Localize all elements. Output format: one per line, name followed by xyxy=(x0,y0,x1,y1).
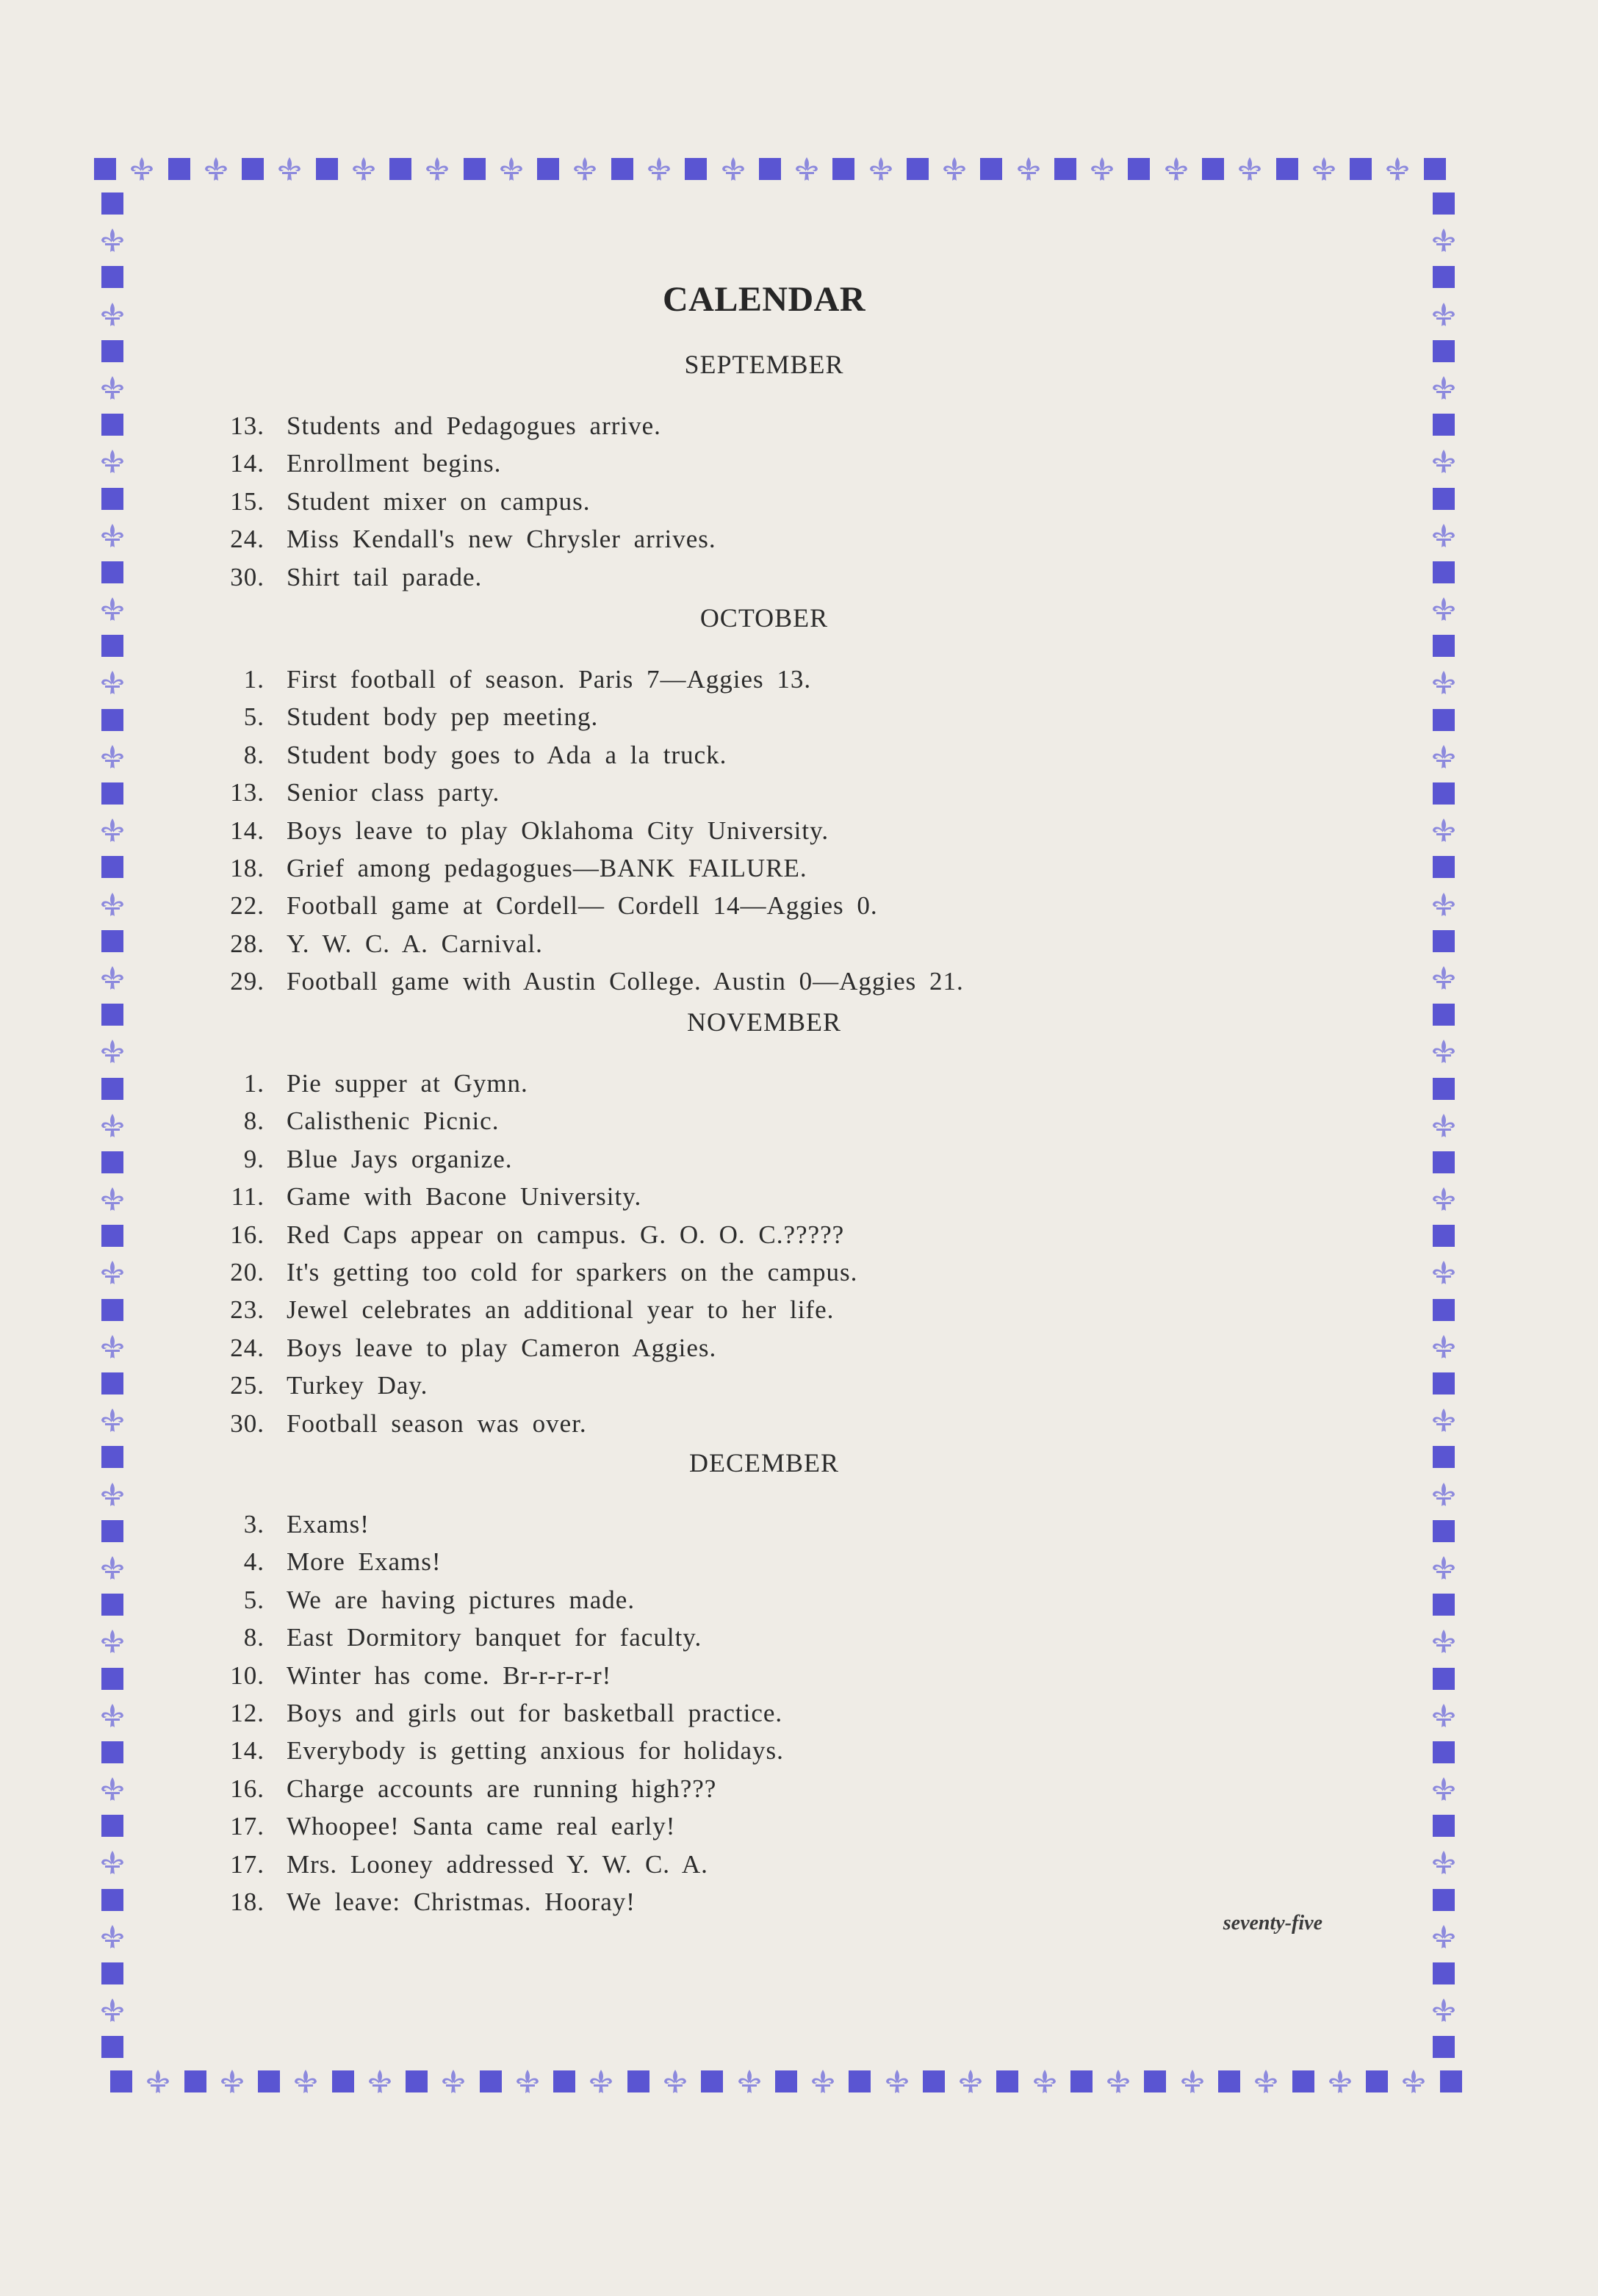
entry-text: Senior class party. xyxy=(287,778,500,807)
border-square xyxy=(1144,2070,1166,2092)
border-square xyxy=(1292,2070,1314,2092)
border-square xyxy=(996,2070,1018,2092)
border-square xyxy=(849,2070,871,2092)
fleur-de-lis-icon xyxy=(439,2067,468,2096)
entry-text: Mrs. Looney addressed Y. W. C. A. xyxy=(287,1849,708,1879)
fleur-de-lis-icon xyxy=(1429,1111,1458,1140)
fleur-de-lis-icon xyxy=(1309,154,1339,184)
entry-day: 18. xyxy=(230,854,264,882)
fleur-de-lis-icon xyxy=(98,1037,127,1066)
fleur-de-lis-icon xyxy=(217,2067,247,2096)
fleur-de-lis-icon xyxy=(98,1480,127,1509)
fleur-de-lis-icon xyxy=(98,1848,127,1877)
entry-day: 28. xyxy=(230,929,264,958)
fleur-de-lis-icon xyxy=(661,2067,690,2096)
border-square xyxy=(537,158,559,180)
border-square xyxy=(1366,2070,1388,2092)
entry-day: 14. xyxy=(230,816,264,845)
entry-day: 25. xyxy=(230,1371,264,1400)
border-square xyxy=(1433,930,1455,952)
calendar-entry xyxy=(206,665,1322,702)
fleur-de-lis-icon xyxy=(291,2067,320,2096)
fleur-de-lis-icon xyxy=(1429,1701,1458,1730)
fleur-de-lis-icon xyxy=(98,890,127,919)
calendar-entry xyxy=(206,854,1322,890)
calendar-entry xyxy=(206,816,1322,853)
entry-day: 12. xyxy=(230,1699,264,1727)
border-square xyxy=(101,561,123,583)
border-square xyxy=(101,192,123,215)
entry-text: It's getting too cold for sparkers on the campus. xyxy=(287,1258,858,1286)
border-square xyxy=(168,158,190,180)
border-square xyxy=(101,1668,123,1690)
entry-text: Boys and girls out for basketball practice. xyxy=(287,1699,783,1727)
entry-text: Winter has come. Br-r-r-r-r! xyxy=(287,1660,612,1690)
calendar-entry xyxy=(206,1586,1322,1622)
fleur-de-lis-icon xyxy=(1178,2067,1207,2096)
border-square xyxy=(101,782,123,805)
fleur-de-lis-icon xyxy=(792,154,821,184)
entry-day: 5. xyxy=(243,702,264,732)
entry-day: 20. xyxy=(230,1258,264,1286)
fleur-de-lis-icon xyxy=(1429,1406,1458,1435)
fleur-de-lis-icon xyxy=(513,2067,542,2096)
entry-day: 17. xyxy=(230,1849,264,1879)
border-square xyxy=(101,1594,123,1616)
fleur-de-lis-icon xyxy=(98,373,127,403)
calendar-entry xyxy=(206,1699,1322,1735)
calendar-entry xyxy=(206,563,1322,600)
fleur-de-lis-icon xyxy=(1383,154,1412,184)
fleur-de-lis-icon xyxy=(1429,226,1458,255)
border-square xyxy=(1276,158,1298,180)
fleur-de-lis-icon xyxy=(98,963,127,993)
border-square xyxy=(1433,1078,1455,1100)
entry-text: First football of season. Paris 7—Aggies 13. xyxy=(287,665,812,694)
border-square xyxy=(685,158,707,180)
entry-day: 8. xyxy=(243,1623,264,1652)
entry-text: Blue Jays organize. xyxy=(287,1144,513,1173)
border-square xyxy=(1433,1962,1455,1984)
entry-day: 5. xyxy=(243,1585,264,1614)
calendar-page xyxy=(206,279,1322,1954)
entry-day: 30. xyxy=(230,562,264,591)
border-square xyxy=(480,2070,502,2092)
entry-text: We are having pictures made. xyxy=(287,1585,636,1614)
border-square xyxy=(1433,856,1455,878)
fleur-de-lis-icon xyxy=(1429,890,1458,919)
border-square xyxy=(553,2070,575,2092)
fleur-de-lis-icon xyxy=(586,2067,616,2096)
calendar-entry xyxy=(206,449,1322,486)
calendar-entry xyxy=(206,891,1322,928)
fleur-de-lis-icon xyxy=(1429,963,1458,993)
fleur-de-lis-icon xyxy=(1429,373,1458,403)
border-square xyxy=(101,414,123,436)
fleur-de-lis-icon xyxy=(98,816,127,845)
border-square xyxy=(1433,709,1455,731)
entry-text: Whoopee! Santa came real early! xyxy=(287,1812,676,1841)
entry-day: 13. xyxy=(230,778,264,807)
entry-text: Grief among pedagogues—BANK FAILURE. xyxy=(287,854,807,882)
calendar-entry xyxy=(206,741,1322,777)
entry-day: 30. xyxy=(230,1408,264,1438)
fleur-de-lis-icon xyxy=(1429,594,1458,624)
fleur-de-lis-icon xyxy=(98,1332,127,1361)
border-square xyxy=(1433,782,1455,805)
entry-text: Calisthenic Picnic. xyxy=(287,1106,500,1136)
fleur-de-lis-icon xyxy=(719,154,748,184)
entry-text: Y. W. C. A. Carnival. xyxy=(287,929,543,958)
calendar-entry xyxy=(206,487,1322,524)
calendar-entry xyxy=(206,1069,1322,1106)
border-square xyxy=(184,2070,206,2092)
fleur-de-lis-icon xyxy=(98,1627,127,1656)
fleur-de-lis-icon xyxy=(1429,1627,1458,1656)
fleur-de-lis-icon xyxy=(1251,2067,1281,2096)
entry-day: 24. xyxy=(230,1333,264,1362)
border-square xyxy=(1433,192,1455,215)
entry-day: 1. xyxy=(243,1069,264,1098)
border-top xyxy=(94,151,1446,187)
month-heading: OCTOBER xyxy=(699,603,829,633)
calendar-entry xyxy=(206,1812,1322,1849)
border-square xyxy=(1440,2070,1462,2092)
entry-text: Everybody is getting anxious for holidays. xyxy=(287,1736,784,1766)
fleur-de-lis-icon xyxy=(98,1701,127,1730)
fleur-de-lis-icon xyxy=(735,2067,764,2096)
border-square xyxy=(1433,561,1455,583)
entry-day: 14. xyxy=(230,449,264,478)
entry-text: Miss Kendall's new Chrysler arrives. xyxy=(287,525,716,554)
fleur-de-lis-icon xyxy=(127,154,156,184)
border-square xyxy=(1070,2070,1093,2092)
border-square xyxy=(832,158,854,180)
entry-text: Red Caps appear on campus. G. O. O. C.????? xyxy=(287,1220,845,1249)
calendar-entry xyxy=(206,1774,1322,1811)
border-square xyxy=(627,2070,649,2092)
border-left xyxy=(94,192,131,2059)
calendar-entry xyxy=(206,1736,1322,1773)
fleur-de-lis-icon xyxy=(1429,668,1458,697)
entry-day: 23. xyxy=(230,1295,264,1325)
fleur-de-lis-icon xyxy=(98,447,127,476)
entry-day: 15. xyxy=(230,486,264,516)
border-square xyxy=(464,158,486,180)
fleur-de-lis-icon xyxy=(98,668,127,697)
border-square xyxy=(1433,635,1455,657)
fleur-de-lis-icon xyxy=(98,521,127,550)
entry-day: 10. xyxy=(230,1660,264,1690)
entry-text: Pie supper at Gymn. xyxy=(287,1069,528,1098)
border-square xyxy=(389,158,411,180)
calendar-entry xyxy=(206,1182,1322,1219)
entry-text: Shirt tail parade. xyxy=(287,562,483,591)
fleur-de-lis-icon xyxy=(98,1184,127,1214)
entry-text: Boys leave to play Cameron Aggies. xyxy=(287,1333,717,1362)
border-square xyxy=(759,158,781,180)
entry-day: 8. xyxy=(243,740,264,769)
entry-text: Students and Pedagogues arrive. xyxy=(287,411,661,440)
border-square xyxy=(1433,1741,1455,1763)
border-square xyxy=(101,709,123,731)
fleur-de-lis-icon xyxy=(1429,1553,1458,1583)
border-square xyxy=(101,1299,123,1321)
border-square xyxy=(1433,1299,1455,1321)
border-square xyxy=(101,856,123,878)
fleur-de-lis-icon xyxy=(365,2067,395,2096)
fleur-de-lis-icon xyxy=(98,300,127,329)
entry-text: Turkey Day. xyxy=(287,1371,428,1400)
calendar-entry xyxy=(206,1409,1322,1446)
border-square xyxy=(101,1815,123,1837)
border-square xyxy=(101,1889,123,1911)
fleur-de-lis-icon xyxy=(349,154,378,184)
border-square xyxy=(101,340,123,362)
fleur-de-lis-icon xyxy=(201,154,231,184)
border-square xyxy=(1433,1225,1455,1247)
entry-day: 8. xyxy=(243,1106,264,1136)
fleur-de-lis-icon xyxy=(1429,300,1458,329)
calendar-entry xyxy=(206,1510,1322,1547)
entry-text: Exams! xyxy=(287,1510,370,1539)
page-title: CALENDAR xyxy=(662,280,865,319)
border-square xyxy=(101,635,123,657)
fleur-de-lis-icon xyxy=(1429,521,1458,550)
page-number: seventy-five xyxy=(1223,1912,1322,1935)
border-square xyxy=(316,158,338,180)
entry-text: Football game with Austin College. Austin 0—Aggies 21. xyxy=(287,967,964,996)
fleur-de-lis-icon xyxy=(1104,2067,1133,2096)
border-square xyxy=(258,2070,280,2092)
entry-text: Game with Bacone University. xyxy=(287,1182,642,1212)
entry-text: Football game at Cordell— Cordell 14—Aggies 0. xyxy=(287,891,878,921)
fleur-de-lis-icon xyxy=(1429,1258,1458,1287)
calendar-entry xyxy=(206,1371,1322,1408)
border-square xyxy=(94,158,116,180)
fleur-de-lis-icon xyxy=(1429,1922,1458,1951)
calendar-entry xyxy=(206,411,1322,448)
entry-day: 16. xyxy=(230,1774,264,1803)
fleur-de-lis-icon xyxy=(1162,154,1191,184)
fleur-de-lis-icon xyxy=(497,154,526,184)
entry-day: 29. xyxy=(230,967,264,996)
entry-text: Student body goes to Ada a la truck. xyxy=(287,740,727,769)
calendar-entry xyxy=(206,1887,1322,1924)
border-square xyxy=(980,158,1002,180)
border-square xyxy=(101,2036,123,2058)
fleur-de-lis-icon xyxy=(98,1406,127,1435)
border-square xyxy=(1433,414,1455,436)
entry-day: 17. xyxy=(230,1812,264,1841)
border-square xyxy=(101,488,123,510)
border-bottom xyxy=(110,2063,1462,2100)
fleur-de-lis-icon xyxy=(1429,1774,1458,1804)
fleur-de-lis-icon xyxy=(143,2067,173,2096)
border-square xyxy=(1202,158,1224,180)
border-square xyxy=(1433,1815,1455,1837)
fleur-de-lis-icon xyxy=(1429,1184,1458,1214)
entry-day: 1. xyxy=(243,665,264,694)
fleur-de-lis-icon xyxy=(98,1774,127,1804)
entry-text: Student mixer on campus. xyxy=(287,486,591,516)
calendar-entry xyxy=(206,1850,1322,1887)
border-square xyxy=(101,930,123,952)
fleur-de-lis-icon xyxy=(940,154,969,184)
border-square xyxy=(101,1446,123,1468)
border-square xyxy=(907,158,929,180)
fleur-de-lis-icon xyxy=(1014,154,1043,184)
calendar-entry xyxy=(206,702,1322,739)
month-heading: NOVEMBER xyxy=(686,1007,841,1037)
fleur-de-lis-icon xyxy=(882,2067,912,2096)
entry-day: 4. xyxy=(243,1547,264,1577)
fleur-de-lis-icon xyxy=(570,154,600,184)
border-square xyxy=(332,2070,354,2092)
border-square xyxy=(1433,1889,1455,1911)
border-square xyxy=(101,1004,123,1026)
calendar-entry xyxy=(206,967,1322,1004)
fleur-de-lis-icon xyxy=(1399,2067,1428,2096)
border-square xyxy=(1433,1668,1455,1690)
fleur-de-lis-icon xyxy=(98,742,127,771)
fleur-de-lis-icon xyxy=(956,2067,985,2096)
border-square xyxy=(1424,158,1446,180)
fleur-de-lis-icon xyxy=(98,226,127,255)
border-square xyxy=(101,1151,123,1173)
entry-text: We leave: Christmas. Hooray! xyxy=(287,1887,636,1916)
calendar-entry xyxy=(206,778,1322,815)
entry-day: 22. xyxy=(230,891,264,921)
fleur-de-lis-icon xyxy=(1429,1037,1458,1066)
border-square xyxy=(923,2070,945,2092)
entry-day: 11. xyxy=(231,1182,264,1212)
fleur-de-lis-icon xyxy=(1325,2067,1355,2096)
border-square xyxy=(1433,2036,1455,2058)
fleur-de-lis-icon xyxy=(275,154,304,184)
calendar-entry xyxy=(206,929,1322,966)
calendar-entry xyxy=(206,1623,1322,1660)
calendar-entry xyxy=(206,525,1322,561)
entry-day: 13. xyxy=(230,411,264,440)
entry-day: 3. xyxy=(243,1510,264,1539)
fleur-de-lis-icon xyxy=(1429,1995,1458,2025)
fleur-de-lis-icon xyxy=(98,1995,127,2025)
border-square xyxy=(1433,1004,1455,1026)
border-square xyxy=(1433,1520,1455,1542)
fleur-de-lis-icon xyxy=(1429,1848,1458,1877)
border-square xyxy=(101,1078,123,1100)
border-square xyxy=(1350,158,1372,180)
border-square xyxy=(101,1962,123,1984)
entry-day: 24. xyxy=(230,525,264,554)
entry-text: Jewel celebrates an additional year to her life. xyxy=(287,1295,835,1325)
entry-day: 16. xyxy=(230,1220,264,1249)
fleur-de-lis-icon xyxy=(1429,742,1458,771)
fleur-de-lis-icon xyxy=(98,1111,127,1140)
border-square xyxy=(1433,340,1455,362)
border-square xyxy=(1433,1594,1455,1616)
border-square xyxy=(1218,2070,1240,2092)
border-square xyxy=(101,1520,123,1542)
month-heading: DECEMBER xyxy=(688,1448,839,1478)
border-square xyxy=(1054,158,1076,180)
entry-text: Football season was over. xyxy=(287,1408,587,1438)
fleur-de-lis-icon xyxy=(1429,1332,1458,1361)
calendar-entry xyxy=(206,1258,1322,1295)
entry-day: 9. xyxy=(243,1144,264,1173)
border-square xyxy=(611,158,633,180)
fleur-de-lis-icon xyxy=(422,154,452,184)
entry-day: 14. xyxy=(230,1736,264,1766)
calendar-entry xyxy=(206,1661,1322,1698)
fleur-de-lis-icon xyxy=(1429,816,1458,845)
fleur-de-lis-icon xyxy=(98,1258,127,1287)
border-square xyxy=(701,2070,723,2092)
fleur-de-lis-icon xyxy=(1030,2067,1059,2096)
calendar-entry xyxy=(206,1220,1322,1257)
entry-text: East Dormitory banquet for faculty. xyxy=(287,1623,702,1652)
border-right xyxy=(1425,192,1462,2059)
fleur-de-lis-icon xyxy=(1429,447,1458,476)
calendar-entry xyxy=(206,1547,1322,1584)
calendar-entry xyxy=(206,1334,1322,1370)
border-square xyxy=(1433,488,1455,510)
border-square xyxy=(1128,158,1150,180)
month-heading: SEPTEMBER xyxy=(684,350,844,379)
fleur-de-lis-icon xyxy=(1087,154,1117,184)
border-square xyxy=(1433,1446,1455,1468)
border-square xyxy=(775,2070,797,2092)
fleur-de-lis-icon xyxy=(98,1553,127,1583)
border-square xyxy=(101,1225,123,1247)
entry-text: Charge accounts are running high??? xyxy=(287,1774,717,1803)
calendar-entry xyxy=(206,1145,1322,1181)
entry-day: 18. xyxy=(230,1887,264,1916)
border-square xyxy=(1433,266,1455,288)
border-square xyxy=(406,2070,428,2092)
border-square xyxy=(101,1372,123,1394)
entry-text: Enrollment begins. xyxy=(287,449,502,478)
border-square xyxy=(101,1741,123,1763)
border-square xyxy=(242,158,264,180)
fleur-de-lis-icon xyxy=(98,594,127,624)
fleur-de-lis-icon xyxy=(808,2067,838,2096)
fleur-de-lis-icon xyxy=(866,154,896,184)
calendar-entry xyxy=(206,1106,1322,1143)
border-square xyxy=(101,266,123,288)
entry-text: More Exams! xyxy=(287,1547,442,1577)
border-square xyxy=(1433,1372,1455,1394)
border-square xyxy=(110,2070,132,2092)
entry-text: Student body pep meeting. xyxy=(287,702,599,732)
border-square xyxy=(1433,1151,1455,1173)
fleur-de-lis-icon xyxy=(98,1922,127,1951)
fleur-de-lis-icon xyxy=(1429,1480,1458,1509)
fleur-de-lis-icon xyxy=(1235,154,1264,184)
calendar-entry xyxy=(206,1295,1322,1332)
fleur-de-lis-icon xyxy=(644,154,674,184)
entry-text: Boys leave to play Oklahoma City University. xyxy=(287,816,829,845)
